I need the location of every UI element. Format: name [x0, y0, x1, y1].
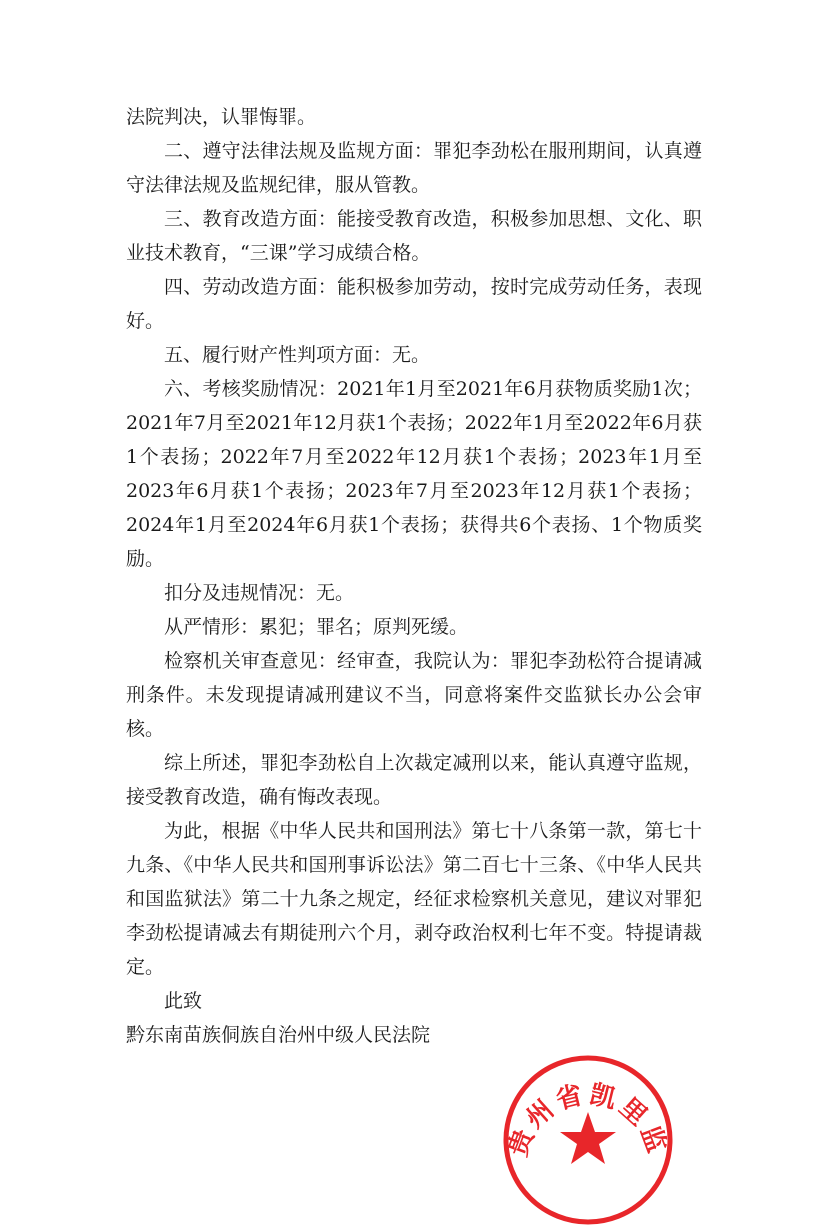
document-body [126, 100, 702, 1052]
paragraph-court-judgment: 法院判决，认罪悔罪。 [126, 106, 317, 128]
seal-text: 贵州省凯里监 [503, 1079, 673, 1161]
paragraph-legal-basis: 为此，根据《中华人民共和国刑法》第七十八条第一款，第七十九条、《中华人民共和国刑事诉讼法》第二百七十三条、《中华人民共和国监狱法》第二十九条之规定，经征求检察机关意见，建议对罪犯李劲松提请减去有期徒刑六个月，剥夺政治权利七年不变。特提请裁定。 [126, 820, 702, 978]
paragraph-summary: 综上所述，罪犯李劲松自上次裁定减刑以来，能认真遵守监规，接受教育改造，确有悔改表现。 [126, 752, 702, 808]
seal-star-icon [560, 1112, 616, 1164]
paragraph-rewards: 六、考核奖励情况：2021年1月至2021年6月获物质奖励1次；2021年7月至2021年12月获1个表扬；2022年1月至2022年6月获1个表扬；2022年7月至2022年12月获1个表扬；2023年1月至2023年6月获1个表扬；2023年7月至2023年12月获1个表扬；2024年1月至2024年6月获1个表扬；获得共6个表扬、1个物质奖励。 [126, 378, 702, 570]
paragraph-education-reform: 三、教育改造方面：能接受教育改造，积极参加思想、文化、职业技术教育，“三课”学习成绩合格。 [126, 208, 702, 264]
paragraph-strict-circumstances: 从严情形：累犯；罪名；原判死缓。 [164, 616, 469, 638]
paragraph-procuratorate-opinion: 检察机关审查意见：经审查，我院认为：罪犯李劲松符合提请减刑条件。未发现提请减刑建议不当，同意将案件交监狱长办公会审核。 [126, 650, 702, 740]
paragraph-law-compliance: 二、遵守法律法规及监规方面：罪犯李劲松在服刑期间，认真遵守法律法规及监规纪律，服从管教。 [126, 140, 702, 196]
closing-salutation: 此致 [164, 990, 203, 1012]
paragraph-labor-reform: 四、劳动改造方面：能积极参加劳动，按时完成劳动任务，表现好。 [126, 276, 702, 332]
paragraph-property-judgment: 五、履行财产性判项方面：无。 [164, 344, 431, 366]
official-seal-stamp [498, 1050, 678, 1230]
recipient-court: 黔东南苗族侗族自治州中级人民法院 [126, 1024, 431, 1046]
paragraph-deductions: 扣分及违规情况：无。 [164, 582, 355, 604]
